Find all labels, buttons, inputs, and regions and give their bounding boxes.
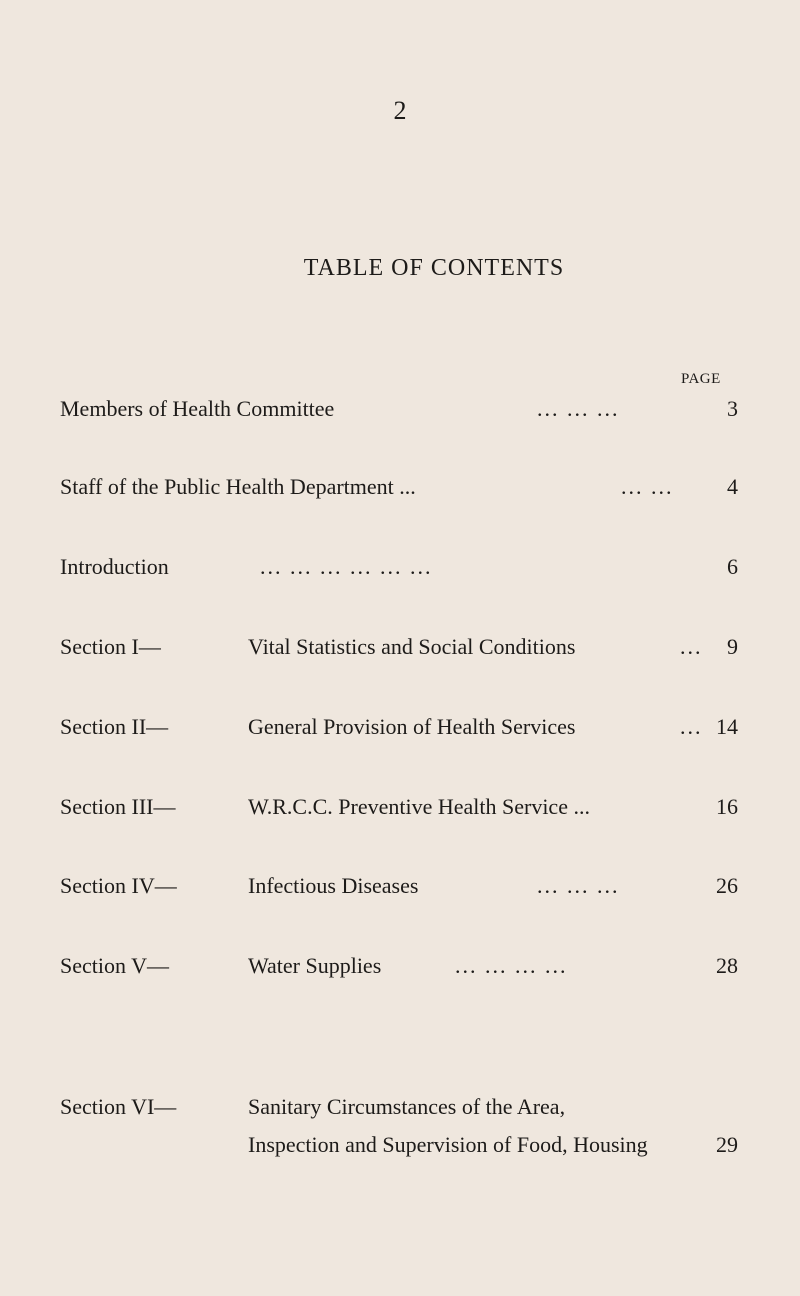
toc-entry-label: Introduction <box>60 554 169 579</box>
toc-entry-label: Water Supplies <box>248 953 382 978</box>
toc-entry-label: Vital Statistics and Social Conditions <box>248 634 576 659</box>
toc-entry-page: 29 <box>716 1132 738 1157</box>
toc-entry-label: W.R.C.C. Preventive Health Service ... <box>248 794 590 819</box>
toc-entry-label: Staff of the Public Health Department ... <box>60 474 416 499</box>
page-number: 2 <box>393 96 407 125</box>
toc-entry-page: 9 <box>727 634 738 659</box>
toc-entry-label: Infectious Diseases <box>248 873 419 898</box>
toc-entry-page: 4 <box>727 474 738 499</box>
toc-entry-dots: ... ... ... ... <box>455 953 568 978</box>
toc-entry-page: 6 <box>727 554 738 579</box>
toc-entry-label-continued: Inspection and Supervision of Food, Housing <box>248 1132 648 1157</box>
toc-entry-prefix: Section II— <box>60 714 169 739</box>
toc-entry-dots: ... ... ... <box>537 396 620 421</box>
page-column-heading: PAGE <box>681 371 721 387</box>
toc-entry-dots: ... ... ... <box>537 873 620 898</box>
toc-entry-page: 28 <box>716 953 738 978</box>
toc-entry-prefix: Section III— <box>60 794 176 819</box>
page-title: TABLE OF CONTENTS <box>303 255 565 281</box>
toc-entry-dots: ... <box>680 634 703 659</box>
toc-entry-prefix: Section V— <box>60 953 169 978</box>
toc-entry-prefix: Section VI— <box>60 1094 177 1119</box>
toc-entry-prefix: Section I— <box>60 634 161 659</box>
toc-entry-page: 16 <box>716 794 738 819</box>
toc-entry-label: Sanitary Circumstances of the Area, <box>248 1094 566 1119</box>
toc-entry-section-6 <box>60 1096 738 1156</box>
toc-entry-label: General Provision of Health Services <box>248 714 576 739</box>
toc-entry-page: 3 <box>727 396 738 421</box>
toc-entry-dots: ... ... <box>621 474 674 499</box>
toc-entry-page: 14 <box>716 714 738 739</box>
toc-entry-dots: ... <box>680 714 703 739</box>
toc-entry-page: 26 <box>716 873 738 898</box>
toc-entry-label: Members of Health Committee <box>60 396 335 421</box>
toc-entry-dots: ... ... ... ... ... ... <box>260 554 433 579</box>
toc-entry-prefix: Section IV— <box>60 873 177 898</box>
